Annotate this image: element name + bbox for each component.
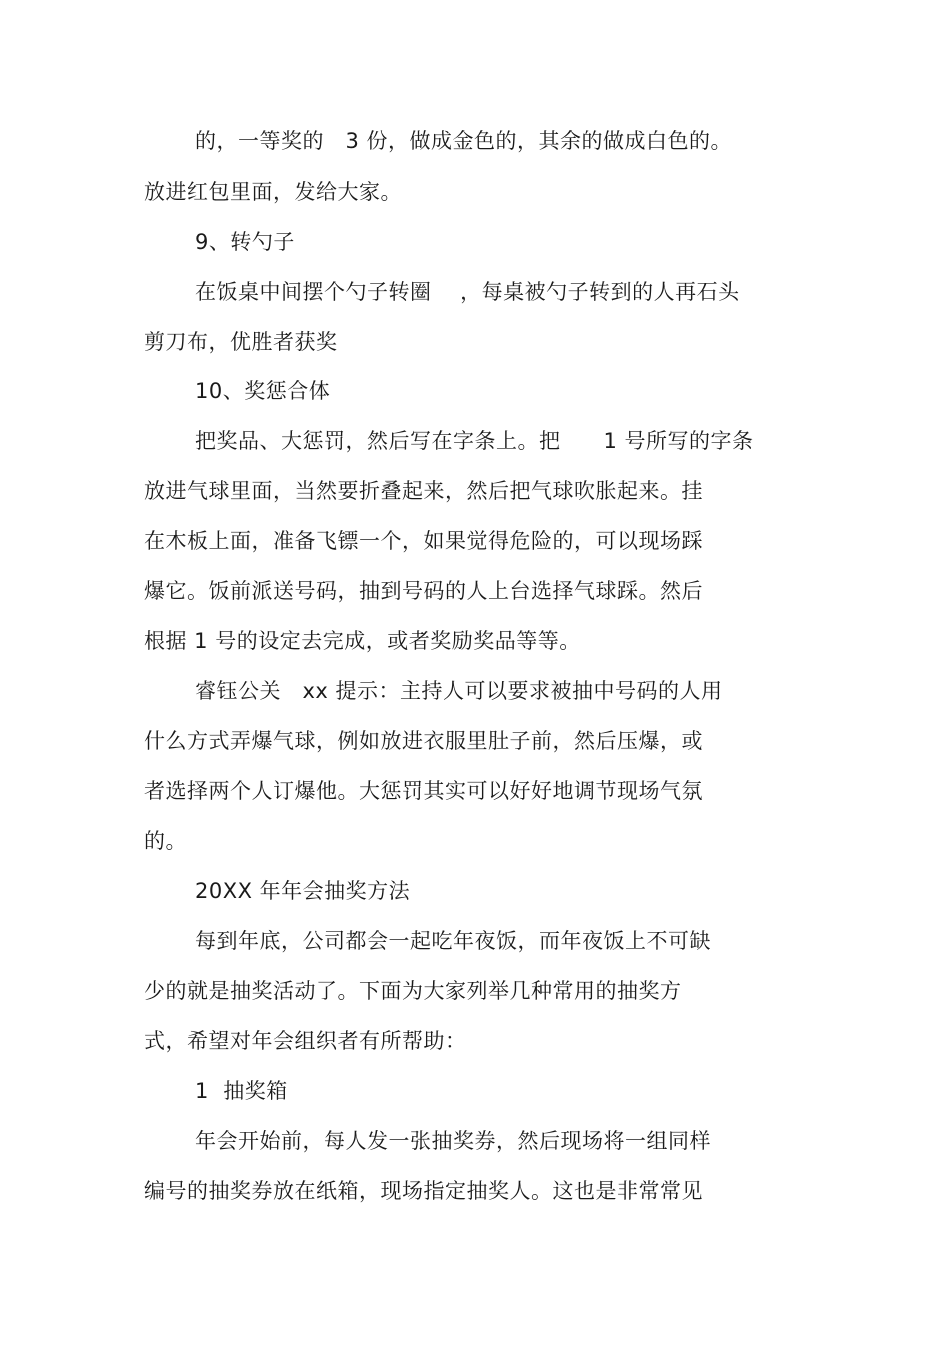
text-line: 式，希望对年会组织者有所帮助：	[144, 1029, 467, 1053]
text-line: 的，一等奖的 3 份，做成金色的，其余的做成白色的。	[195, 129, 733, 153]
section-heading: 20XX 年年会抽奖方法	[195, 879, 411, 903]
text-line: 每到年底，公司都会一起吃年夜饭，而年夜饭上不可缺	[195, 929, 711, 953]
section-heading: 1 抽奖箱	[195, 1079, 288, 1103]
text-line: 年会开始前，每人发一张抽奖券，然后现场将一组同样	[195, 1129, 711, 1153]
text-line: 什么方式弄爆气球，例如放进衣服里肚子前，然后压爆，或	[144, 729, 703, 753]
text-line: 根据 1 号的设定去完成，或者奖励奖品等等。	[144, 629, 581, 653]
text-line: 在饭桌中间摆个勺子转圈 ，每桌被勺子转到的人再石头	[195, 280, 740, 304]
text-line: 睿钰公关 xx 提示：主持人可以要求被抽中号码的人用	[195, 679, 723, 703]
text-line: 编号的抽奖券放在纸箱，现场指定抽奖人。这也是非常常见	[144, 1179, 703, 1203]
text-line: 在木板上面，准备飞镖一个，如果觉得危险的，可以现场踩	[144, 529, 703, 553]
section-heading: 10、奖惩合体	[195, 379, 331, 403]
text-line: 者选择两个人订爆他。大惩罚其实可以好好地调节现场气氛	[144, 779, 703, 803]
text-line: 放进气球里面，当然要折叠起来，然后把气球吹胀起来。挂	[144, 479, 703, 503]
text-line: 少的就是抽奖活动了。下面为大家列举几种常用的抽奖方	[144, 979, 682, 1003]
text-line: 爆它。饭前派送号码，抽到号码的人上台选择气球踩。然后	[144, 579, 703, 603]
section-heading: 9、转勺子	[195, 230, 295, 254]
text-line: 的。	[144, 829, 187, 853]
text-line: 放进红包里面，发给大家。	[144, 180, 402, 204]
text-line: 剪刀布，优胜者获奖	[144, 330, 338, 354]
text-line: 把奖品、大惩罚，然后写在字条上。把 1 号所写的字条	[195, 429, 754, 453]
